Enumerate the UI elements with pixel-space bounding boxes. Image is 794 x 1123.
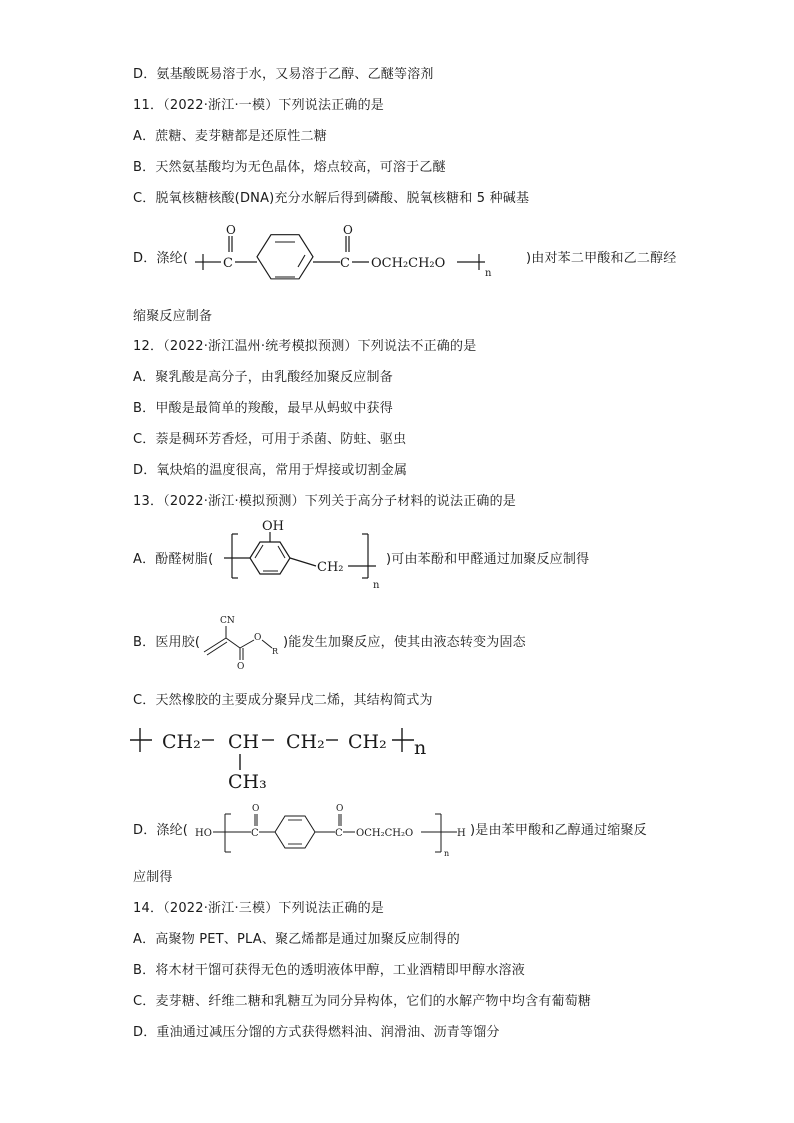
q11-oxygen-1: O <box>226 223 236 237</box>
q13-polyester-structure <box>195 800 495 860</box>
rubber-ch3: CH₃ <box>228 771 267 793</box>
q14-option-c: C．麦芽糖、纤维二糖和乳糖互为同分异构体，它们的水解产物中均含有葡萄糖 <box>133 994 592 1009</box>
q13-polyisoprene-structure <box>128 718 448 793</box>
q13-d-h: H <box>457 828 466 839</box>
q13-d-oxygen-1: O <box>252 804 260 814</box>
q13-d-subscript-n: n <box>444 849 450 858</box>
q11-option-b: B．天然氨基酸均为无色晶体，熔点较高，可溶于乙醚 <box>133 160 446 175</box>
q13-glue-r: R <box>272 647 279 656</box>
q13-a-subscript-n: n <box>373 580 380 591</box>
q14-option-b: B．将木材干馏可获得无色的透明液体甲醇，工业酒精即甲醇水溶液 <box>133 963 525 978</box>
q11-option-d-prefix: D．涤纶( <box>133 251 189 266</box>
q13-d-oxygen-2: O <box>336 804 344 814</box>
rubber-ch2-third: CH₂ <box>348 731 387 753</box>
q11-option-a: A．蔗糖、麦芽糖都是还原性二糖 <box>133 129 327 144</box>
q13-option-a-suffix: )可由苯酚和甲醛通过加聚反应制得 <box>386 552 590 567</box>
q13-d-och2ch2o: OCH₂CH₂O <box>356 828 414 839</box>
q12-stem: 12．（2022·浙江温州·统考模拟预测）下列说法不正确的是 <box>133 339 477 354</box>
q13-option-d-prefix: D．涤纶( <box>133 823 189 838</box>
q13-cyano: CN <box>220 616 235 626</box>
q12-option-b: B．甲酸是最简单的羧酸，最早从蚂蚁中获得 <box>133 401 393 416</box>
q13-phenolic-resin-structure <box>218 520 388 592</box>
q12-option-d: D．氧炔焰的温度很高，常用于焊接或切割金属 <box>133 463 408 478</box>
q13-d-ho: HO <box>195 828 212 839</box>
q10-option-d: D．氨基酸既易溶于水，又易溶于乙醇、乙醚等溶剂 <box>133 67 434 82</box>
q13-option-b-suffix: )能发生加聚反应，使其由液态转变为固态 <box>283 635 526 650</box>
q13-option-d-suffix: )是由苯甲酸和乙醇通过缩聚反 <box>470 823 647 838</box>
q11-polyester-structure <box>195 222 515 282</box>
q13-option-a-prefix: A．酚醛树脂( <box>133 552 214 567</box>
rubber-ch2-first: CH₂ <box>162 731 201 753</box>
q13-d-carbonyl-c2: C <box>335 828 343 839</box>
q13-glue-carbonyl-o: O <box>237 662 245 672</box>
q11-och2ch2o: OCH₂CH₂O <box>371 256 446 271</box>
rubber-ch2-second: CH₂ <box>286 731 325 753</box>
rubber-subscript-n: n <box>414 737 427 759</box>
q14-option-d: D．重油通过减压分馏的方式获得燃料油、润滑油、沥青等馏分 <box>133 1025 500 1040</box>
q13-d-carbonyl-c1: C <box>251 828 259 839</box>
q14-stem: 14．（2022·浙江·三模）下列说法正确的是 <box>133 901 384 916</box>
q11-carbonyl-c1: C <box>223 256 233 271</box>
q11-stem: 11．（2022·浙江·一模）下列说法正确的是 <box>133 98 384 113</box>
q11-option-c: C．脱氧核糖核酸(DNA)充分水解后得到磷酸、脱氧核糖和 5 种碱基 <box>133 191 530 206</box>
q11-oxygen-2: O <box>343 223 353 237</box>
q12-option-a: A．聚乳酸是高分子，由乳酸经加聚反应制备 <box>133 370 393 385</box>
q13-medical-glue-structure <box>200 612 284 670</box>
q11-option-d-suffix: )由对苯二甲酸和乙二醇经 <box>526 251 677 266</box>
q11-subscript-n: n <box>485 268 492 279</box>
q13-stem: 13．（2022·浙江·模拟预测）下列关于高分子材料的说法正确的是 <box>133 494 516 509</box>
q13-option-c: C．天然橡胶的主要成分聚异戊二烯，其结构简式为 <box>133 693 433 708</box>
rubber-ch: CH <box>228 731 260 753</box>
q11-carbonyl-c2: C <box>340 256 350 271</box>
q13-methylene: CH₂ <box>317 560 344 575</box>
q12-option-c: C．萘是稠环芳香烃，可用于杀菌、防蛀、驱虫 <box>133 432 407 447</box>
q13-option-d-continued: 应制得 <box>133 870 173 885</box>
q13-hydroxyl: OH <box>262 519 284 534</box>
q11-option-d-continued: 缩聚反应制备 <box>133 309 213 324</box>
q13-option-b-prefix: B．医用胶( <box>133 635 201 650</box>
q13-glue-ester-o: O <box>254 633 262 643</box>
q14-option-a: A．高聚物 PET、PLA、聚乙烯都是通过加聚反应制得的 <box>133 932 460 947</box>
